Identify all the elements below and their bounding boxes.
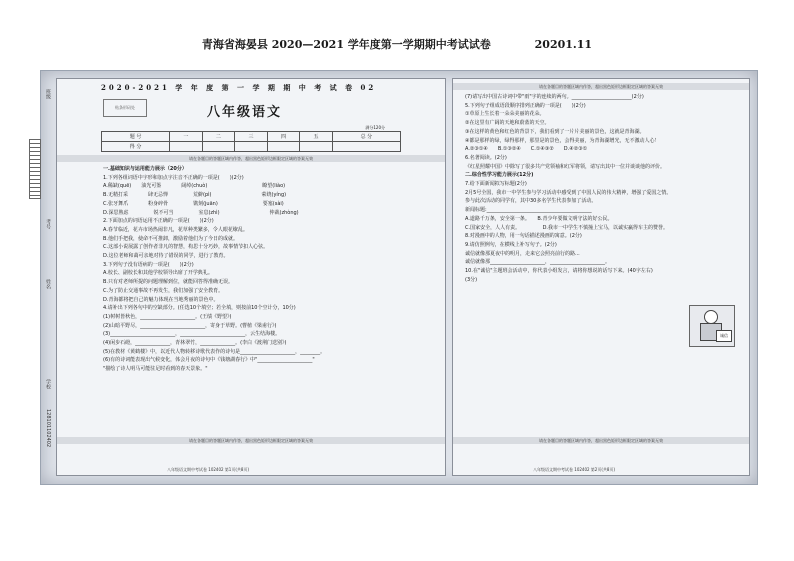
score-table-row: [102, 132, 401, 142]
score-table: [101, 131, 401, 152]
question-line: 10.在"诚信"主题班会活动中，你代表小组发言，请将你想说的话写下来。(40字左右): [465, 268, 653, 275]
barcode-stamp-box: 贴条形码处: [103, 99, 147, 117]
question-line: 2.下面加点的词语运用不正确的一项是( )(2分): [103, 218, 214, 225]
question-line: D.这位老师和蔼可亲地对待了错误的同学，进行了教育。: [103, 253, 229, 260]
question-line: 7.给下面新闻拟写标题(2分): [465, 181, 527, 188]
score-cell: [332, 142, 400, 152]
question-line: 1.下列各组词语中字形和加点字注音不正确的一项是( )(2分): [103, 174, 244, 181]
question-line: (6)有的诗词能表现出气候变化，体会月夜的诗句中《钱塘湖春行》中"______________________": [103, 357, 315, 364]
question-line: 一.基础知识与运用能力展示（20分）: [103, 166, 187, 172]
score-cell: 得 分: [102, 142, 170, 152]
score-cell: 一: [170, 132, 203, 142]
side-label-school: 学校: [45, 379, 51, 389]
question-line: 3.下列句子没有语病的一项是( )(2分): [103, 261, 194, 268]
question-line: ④都是那样的绿，绿得那样，那里是的景色，会得美丽，为青海湖增光，无不激动人心！: [465, 137, 660, 144]
question-line: A.校长、副校长和其他学校领导出席了开学典礼。: [103, 270, 213, 277]
cartoon-sign: 诚信: [716, 330, 732, 342]
cartoon-head: [704, 310, 718, 324]
question-line: ①草原上生长着一朵朵美丽的花朵。: [465, 111, 545, 118]
question-line: C.张牙舞爪 粉身碎骨 镌刻(juān) 要塞(sài): [103, 200, 284, 207]
question-line: "描绘了诗人明马可能驻足时看到的春天景象。": [103, 366, 208, 373]
question-line: B.只有对老师所提的问题理解到位，就能回答得准确无误。: [103, 279, 234, 286]
question-line: A.道路千万条，安全第一条。 B.青少年要做文明守法的好公民。: [465, 215, 613, 222]
question-line: 2月5号全国，我市一中学生参与学习活动中感受到了中国人民的伟大精神，增强了爱国之情。: [465, 189, 672, 196]
question-line: B.无精打采 肆无忌惮 荒僻(pì) 萦绕(yíng): [103, 192, 287, 199]
question-line: (3分): [465, 276, 478, 283]
page-footer: 八年级语文期中考试卷 102402 第2页(共8页): [533, 467, 616, 472]
question-line: 诚信就像那______________________，______________________。: [465, 259, 611, 266]
score-cell: 四: [267, 132, 300, 142]
side-label-exam-no: 考号: [45, 219, 51, 229]
question-body: [103, 165, 439, 374]
question-line: (3)__________________________，__________________________，云生结海楼。: [103, 331, 281, 338]
score-cell: 三: [235, 132, 268, 142]
cartoon-illustration: [689, 305, 735, 347]
page-footer: 八年级语文期中考试卷 102402 第1页(共8页): [167, 467, 250, 472]
answer-area-notice: 请在各题目的答题区域内作答，超出黑色矩形边框限定区域的答案无效: [453, 83, 749, 90]
barcode-strip: [29, 139, 41, 199]
side-label-name: 姓名: [45, 279, 51, 289]
title-date: 20201.11: [534, 38, 593, 51]
side-label-class: 班级: [45, 89, 51, 99]
question-line: 诚信就像那夏夜中的明月，走来它会照亮前行的路...: [465, 250, 580, 257]
question-line: C.国家安全，人人有责。 D.我市一中学生不慎撞上宝马，以诚实赢得车主的赞誉。: [465, 224, 669, 231]
answer-area-notice: 请在各题目的答题区域内作答，超出黑色矩形边框限定区域的答案无效: [57, 155, 445, 162]
question-line: 5.下列句子组成语段顺序排列正确的一项是( )(2分): [465, 102, 586, 109]
score-cell: [202, 142, 235, 152]
score-cell: [170, 142, 203, 152]
question-line: 新闻标题:__________________________________________: [465, 207, 592, 214]
question-line: D.深思熟虑 锐不可当 室息(zhì) 仲裁(zhòng): [103, 209, 299, 216]
question-line: 二.综合性学习能力展示(12分): [465, 172, 534, 179]
right-page: [452, 78, 750, 476]
question-line: (4)闲步石磴，______________，青林翠竹，______________。(李白《渡荆门送别》): [103, 340, 287, 347]
answer-area-notice-bottom: 请在各题目的答题区域内作答，超出黑色矩形边框限定区域的答案无效: [453, 437, 749, 444]
left-page: [45, 78, 446, 476]
school-code: 128101102402: [45, 409, 51, 448]
question-line: C.这部小说展露了创作者非凡的智慧，构思十分巧妙，故事情节扣人心弦。: [103, 244, 269, 251]
question-line: A.春节临近，花卉市场热闹非凡，花草种类繁多，令人眼花缭乱。: [103, 226, 248, 233]
score-cell: [235, 142, 268, 152]
question-line: (1)树树皆秋色，______________________。(王绩《野望》): [103, 313, 232, 320]
question-line: 8.对漫画中的人物，用一句话描述漫画的寓意。(2分): [465, 233, 582, 240]
question-line: B.他们手把我，使命不可推卸，激励着他们为了今日的成就。: [103, 235, 239, 242]
question-line: ③在这样的黄色和红色的背景下，我们看到了一片片美丽的景色，这就是青海湖。: [465, 128, 645, 135]
score-cell: 二: [202, 132, 235, 142]
question-body: [465, 93, 743, 284]
question-line: D.青海都将把自己的魅力体现在当地秀丽的景色中。: [103, 296, 219, 303]
full-score: 满分120分: [365, 125, 385, 130]
question-line: (5)在教材《黄鹤楼》中，以近代人物转移诗歌代表作的诗句是______________________，________。: [103, 348, 326, 355]
score-cell: [300, 142, 333, 152]
question-line: C.为了防止交通事故不再发生，我们加强了安全教育。: [103, 287, 224, 294]
question-line: A.②③①④ B.①③②④ C.①④③② D.④②③①: [465, 146, 588, 153]
score-cell: 题 号: [102, 132, 170, 142]
score-cell: [267, 142, 300, 152]
question-line: A.稀缺(quē) 油光可鉴 阔绰(chuò) 瞭望(liào): [103, 183, 286, 190]
exam-header: 2020-2021 学 年 度 第 一 学 期 期 中 考 试 卷 02: [101, 83, 377, 92]
score-table-row: [102, 142, 401, 152]
answer-area-notice-bottom: 请在各题目的答题区域内作答，超出黑色矩形边框限定区域的答案无效: [57, 437, 445, 444]
question-line: 《红星照耀中国》中除写了很多共产党领袖和红军将领，请写出其中一位并谈谈他的评价。: [465, 163, 666, 170]
document-title: [0, 36, 794, 52]
question-line: 9.请仿照例句，在横线上补写句子。(2分): [465, 241, 557, 248]
question-line: (2)山暗平野尽，__________________________，寄身于草野。(曹植《梁甫行》): [103, 322, 277, 329]
score-cell: 总 分: [332, 132, 400, 142]
score-cell: 五: [300, 132, 333, 142]
title-text: 青海省海晏县 2020—2021 学年度第一学期期中考试试卷: [201, 38, 491, 51]
question-line: 4.请补出下列各句中的空缺部分。(任选10个填空；若全填，则按前10个空计分，10分): [103, 305, 296, 312]
question-line: (7)请写出中国古诗词中带"雨"字的连续的两句。________________________(2分): [465, 94, 644, 100]
question-line: 6.名著阅读。(2分): [465, 154, 507, 161]
grade-title: 八年级语文: [207, 105, 283, 120]
question-line: 参与此次活动的同学有，其中30多名学生代表参加了活动。: [465, 198, 597, 205]
binding-margin: [43, 79, 55, 475]
question-line: ②在这里有广阔的天地和蔚蓝的天空。: [465, 120, 550, 127]
